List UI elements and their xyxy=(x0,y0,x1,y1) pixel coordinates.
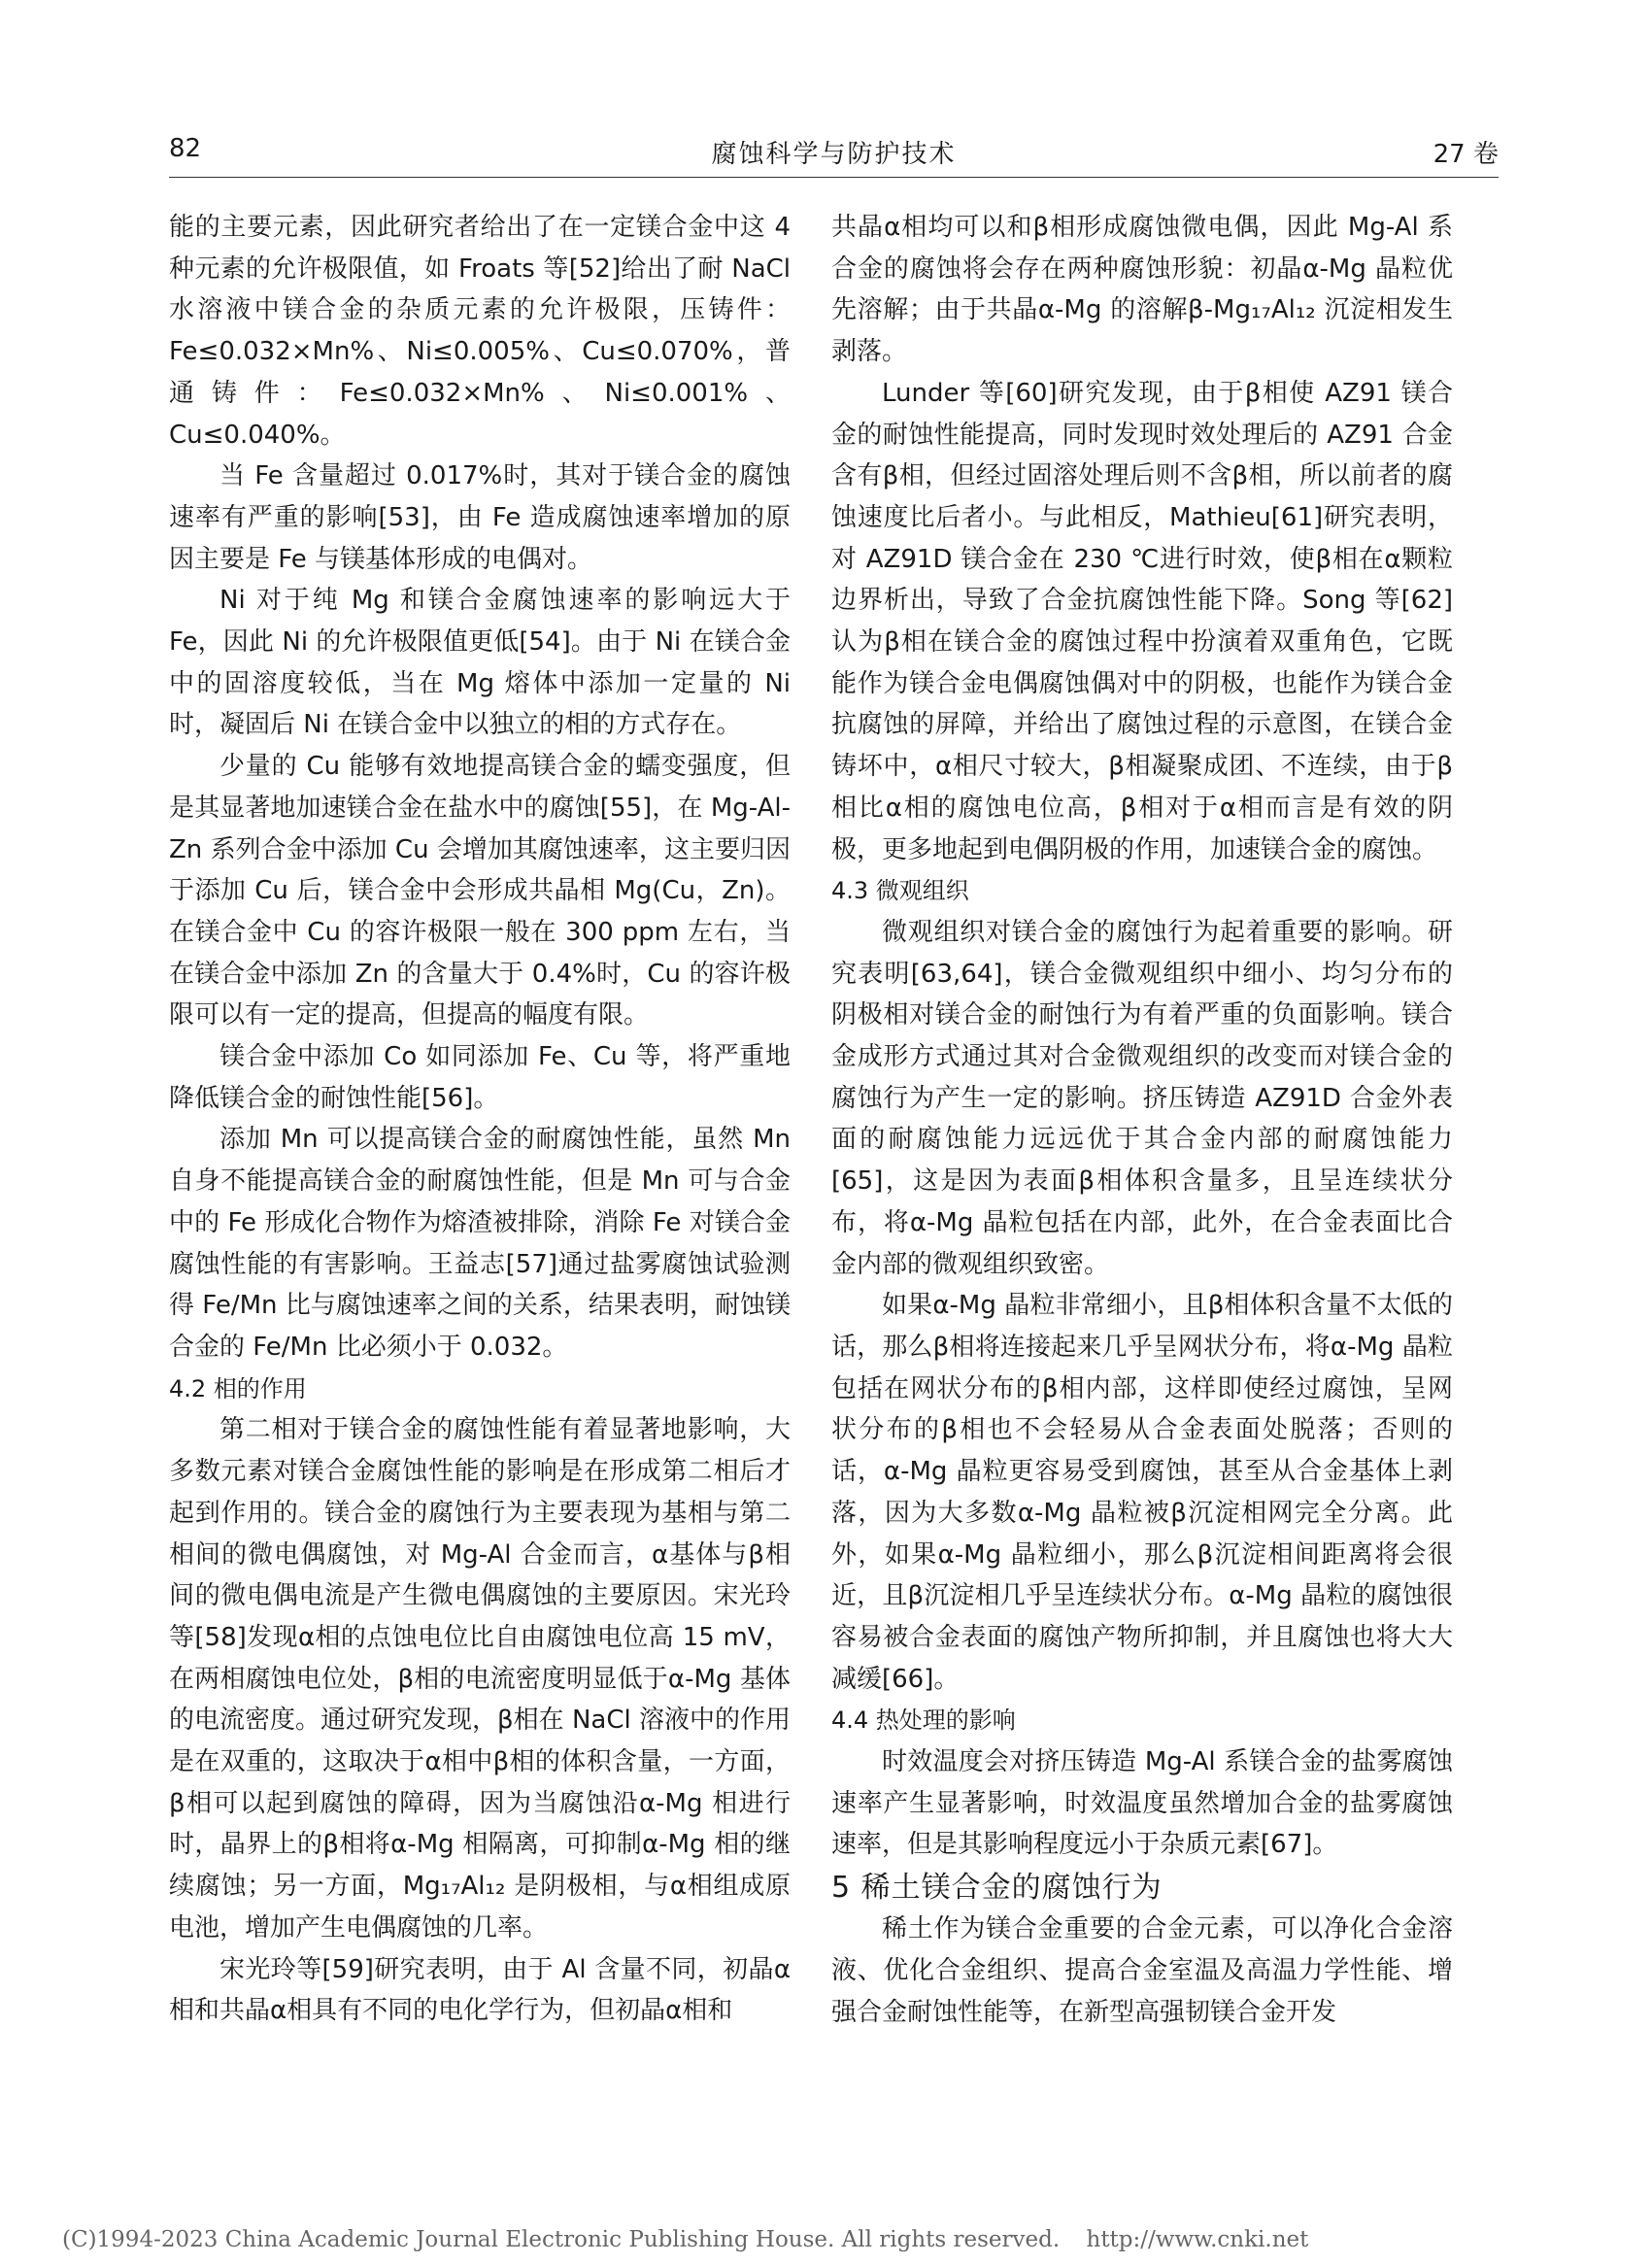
paragraph: 共晶α相均可以和β相形成腐蚀微电偶，因此 Mg-Al 系合金的腐蚀将会存在两种腐蚀形貌：初晶α-Mg 晶粒优先溶解；由于共晶α-Mg 的溶解β-Mg₁₇Al₁₂ 沉淀相发生剥落。 xyxy=(831,213,1453,367)
paragraph: 微观组织对镁合金的腐蚀行为起着重要的影响。研究表明[63,64]，镁合金微观组织中细小、均匀分布的阴极相对镁合金的耐蚀行为有着严重的负面影响。镁合金成形方式通过其对合金微观组织的改变而对镁合金的腐蚀行为产生一定的影响。挤压铸造 AZ91D 合金外表面的耐腐蚀能力远远优于其合金内部的耐腐蚀能力[65]，这是因为表面β相体积含量多，且呈连续状分布，将α-Mg 晶粒包括在内部，此外，在合金表面比合金内部的微观组织致密。 xyxy=(831,917,1453,1279)
left-column xyxy=(169,207,791,2032)
paragraph: 如果α-Mg 晶粒非常细小，且β相体积含量不太低的话，那么β相将连接起来几乎呈网状分布，将α-Mg 晶粒包括在网状分布的β相内部，这样即使经过腐蚀，呈网状分布的β相也不会轻易从合金表面处脱落；否则的话，α-Mg 晶粒更容易受到腐蚀，甚至从合金基体上剥落，因为大多数α-Mg 晶粒被β沉淀相网完全分离。此外，如果α-Mg 晶粒细小，那么β沉淀相间距离将会很近，且β沉淀相几乎呈连续状分布。α-Mg 晶粒的腐蚀很容易被合金表面的腐蚀产物所抑制，并且腐蚀也将大大减缓[66]。 xyxy=(831,1291,1453,1694)
paragraph: 少量的 Cu 能够有效地提高镁合金的蠕变强度，但是其显著地加速镁合金在盐水中的腐蚀[55]，在 Mg-Al-Zn 系列合金中添加 Cu 会增加其腐蚀速率，这主要归因于添加 Cu 后，镁合金中会形成共晶相 Mg(Cu，Zn)。在镁合金中 Cu 的容许极限一般在 300 ppm 左右，当在镁合金中添加 Zn 的含量大于 0.4%时，Cu 的容许极限可以有一定的提高，但提高的幅度有限。 xyxy=(169,752,791,1031)
copyright-footer xyxy=(62,2227,1616,2252)
paragraph: 镁合金中添加 Co 如同添加 Fe、Cu 等，将严重地降低镁合金的耐蚀性能[56]。 xyxy=(169,1042,791,1113)
chapter-heading: 5 稀土镁合金的腐蚀行为 xyxy=(831,1871,1163,1906)
paragraph: Ni 对于纯 Mg 和镁合金腐蚀速率的影响远大于 Fe，因此 Ni 的允许极限值更低[54]。由于 Ni 在镁合金中的固溶度较低，当在 Mg 熔体中添加一定量的 Ni 时，凝固后 Ni 在镁合金中以独立的相的方式存在。 xyxy=(169,586,791,740)
paragraph: 第二相对于镁合金的腐蚀性能有着显著地影响，大多数元素对镁合金腐蚀性能的影响是在形成第二相后才起到作用的。镁合金的腐蚀行为主要表现为基相与第二相间的微电偶腐蚀，对 Mg-Al 合金而言，α基体与β相间的微电偶电流是产生微电偶腐蚀的主要原因。宋光玲等[58]发现α相的点蚀电位比自由腐蚀电位高 15 mV，在两相腐蚀电位处，β相的电流密度明显低于α-Mg 基体的电流密度。通过研究发现，β相在 NaCl 溶液中的作用是在双重的，这取决于α相中β相的体积含量，一方面，β相可以起到腐蚀的障碍，因为当腐蚀沿α-Mg 相进行时，晶界上的β相将α-Mg 相隔离，可抑制α-Mg 相的继续腐蚀；另一方面，Mg₁₇Al₁₂ 是阴极相，与α相组成原电池，增加产生电偶腐蚀的几率。 xyxy=(169,1415,791,1943)
paragraph: 宋光玲等[59]研究表明，由于 Al 含量不同，初晶α相和共晶α相具有不同的电化学行为，但初晶α相和 xyxy=(169,1954,791,2026)
paragraph: 稀土作为镁合金重要的合金元素，可以净化合金溶液、优化合金组织、提高合金室温及高温力学性能、增强合金耐蚀性能等，在新型高强韧镁合金开发 xyxy=(831,1914,1453,2027)
right-column xyxy=(831,207,1453,2033)
page-header xyxy=(169,134,1499,173)
paragraph: 添加 Mn 可以提高镁合金的耐腐蚀性能，虽然 Mn 自身不能提高镁合金的耐腐蚀性能，但是 Mn 可与合金中的 Fe 形成化合物作为熔渣被排除，消除 Fe 对镁合金腐蚀性能的有害影响。王益志[57]通过盐雾腐蚀试验测得 Fe/Mn 比与腐蚀速率之间的关系，结果表明，耐蚀镁合金的 Fe/Mn 比必须小于 0.032。 xyxy=(169,1125,791,1362)
page-number: 82 xyxy=(169,134,202,163)
paragraph: Lunder 等[60]研究发现，由于β相使 AZ91 镁合金的耐蚀性能提高，同时发现时效处理后的 AZ91 合金含有β相，但经过固溶处理后则不含β相，所以前者的腐蚀速度比后者小。与此相反，Mathieu[61]研究表明，对 AZ91D 镁合金在 230 ℃进行时效，使β相在α颗粒边界析出，导致了合金抗腐蚀性能下降。Song 等[62]认为β相在镁合金的腐蚀过程中扮演着双重角色，它既能作为镁合金电偶腐蚀偶对中的阴极，也能作为镁合金抗腐蚀的屏障，并给出了腐蚀过程的示意图，在镁合金铸坏中，α相尺寸较大，β相凝聚成团、不连续，由于β相比α相的腐蚀电位高，β相对于α相而言是有效的阴极，更多地起到电偶阴极的作用，加速镁合金的腐蚀。 xyxy=(831,378,1453,864)
volume-label: 27 卷 xyxy=(1433,140,1499,169)
section-heading: 4.3 微观组织 xyxy=(831,877,969,905)
journal-title: 腐蚀科学与防护技术 xyxy=(711,140,957,169)
paragraph: 时效温度会对挤压铸造 Mg-Al 系镁合金的盐雾腐蚀速率产生显著影响，时效温度虽然增加合金的盐雾腐蚀速率，但是其影响程度远小于杂质元素[67]。 xyxy=(831,1747,1453,1860)
header-rule xyxy=(169,177,1499,178)
section-heading: 4.2 相的作用 xyxy=(169,1374,307,1402)
paragraph: 当 Fe 含量超过 0.017%时，其对于镁合金的腐蚀速率有严重的影响[53]，由 Fe 造成腐蚀速率增加的原因主要是 Fe 与镁基体形成的电偶对。 xyxy=(169,461,791,574)
section-heading: 4.4 热处理的影响 xyxy=(831,1706,1016,1735)
cnki-url: http://www.cnki.net xyxy=(1086,2227,1309,2252)
copyright-text: (C)1994-2023 China Academic Journal Electronic Publishing House. All rights reserved. xyxy=(62,2227,1061,2252)
paragraph: 能的主要元素，因此研究者给出了在一定镁合金中这 4 种元素的允许极限值，如 Froats 等[52]给出了耐 NaCl 水溶液中镁合金的杂质元素的允许极限，压铸件：Fe≤0.032×Mn%、Ni≤0.005%、Cu≤0.070%，普通铸件：Fe≤0.032×Mn%、Ni≤0.001%、Cu≤0.040%。 xyxy=(169,213,791,450)
